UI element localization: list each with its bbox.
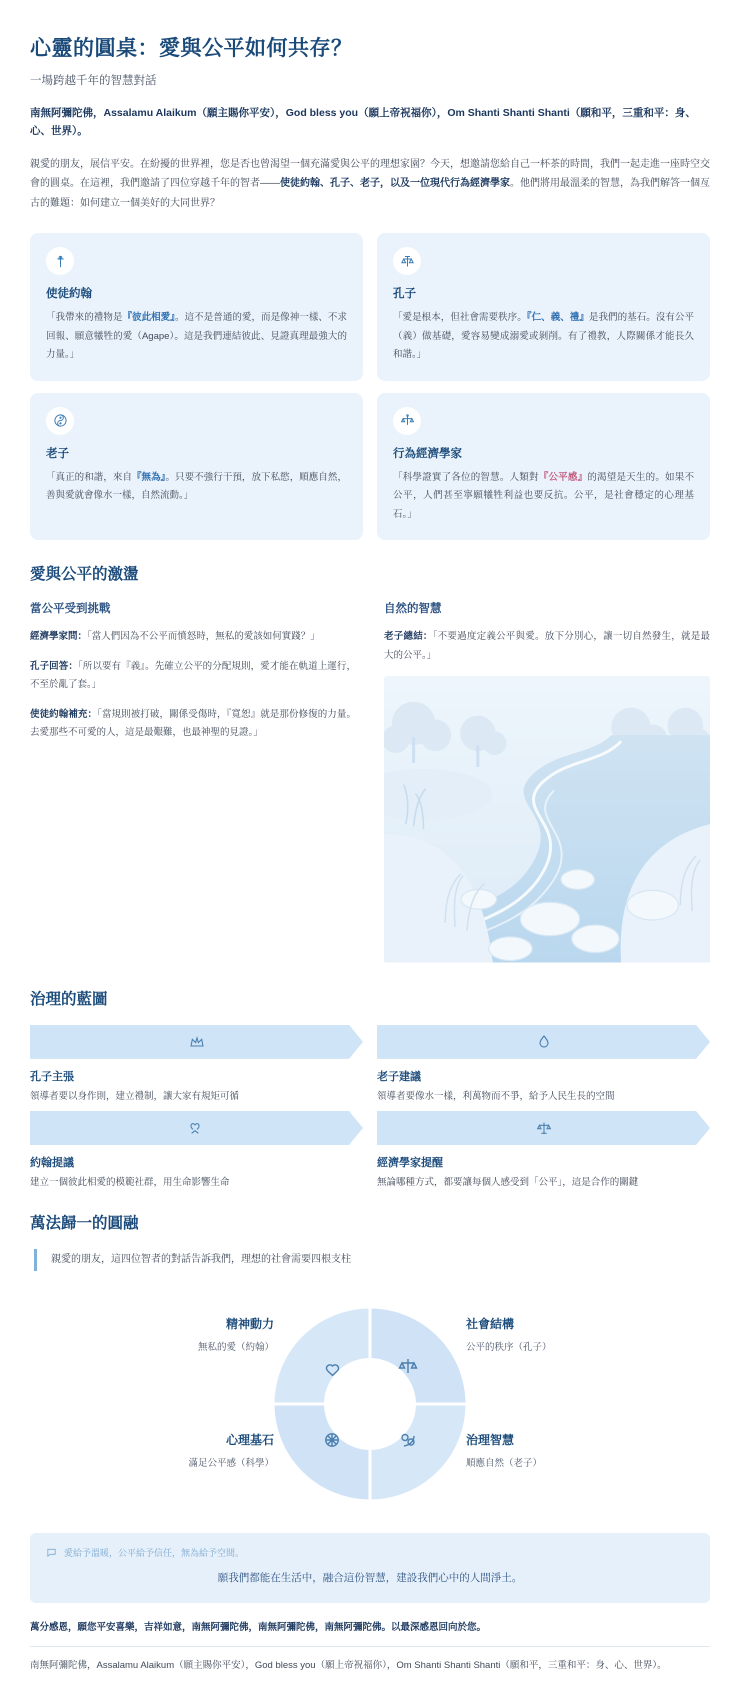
- intro-paragraph: [30, 155, 710, 214]
- blueprint-desc: 領導者要以身作則，建立禮制，讓大家有規矩可循: [30, 1090, 240, 1102]
- sage-card-grid: [30, 233, 710, 540]
- intro-prefix: 親愛的朋友，展信平安。在紛擾的世界裡，您是否也曾渴望一個充滿愛與公平的理想家園？今天，想邀請您給自己一杯茶的時間，我們一起走進一座時空交會的圓桌。在這裡，我們邀請了四位穿越千年的智者——: [30, 158, 710, 190]
- pillar-subtitle: 順應自然（老子）: [466, 1458, 543, 1470]
- quote-part: 是我們的基石。沒有公平（義）做基礎，愛容易變成溺愛或剝削。有了禮教，人際關係才能長久和諧。」: [393, 312, 694, 361]
- pillars-diagram: [30, 1289, 710, 1519]
- dialogue-speaker: 經濟學家問：: [30, 631, 88, 643]
- dialogue-speaker: 使徒約翰補充：: [30, 708, 98, 720]
- blueprint-title: 老子建議: [377, 1070, 421, 1083]
- pillar-title: 心理基石: [225, 1433, 274, 1448]
- quote-highlight: 『仁、義、禮』: [526, 312, 589, 324]
- pillar-title: 治理智慧: [466, 1433, 515, 1448]
- quote-part: 「真正的和諧，來自: [46, 471, 132, 483]
- dialogue-speaker: 老子總結：: [384, 631, 433, 643]
- intro-suffix: 。他們將用最溫柔的智慧，為我們解答一個亙古的難題：如何建立一個美好的大同世界？: [30, 178, 710, 209]
- blueprint-item: [377, 1111, 710, 1191]
- dialogue-left-column: [30, 600, 356, 963]
- closing-main-text: 願我們都能在生活中，融合這份智慧，建設我們心中的人間淨土。: [217, 1572, 523, 1585]
- closing-tagline: 愛給予溫暖，公平給予信任，無為給予空間。: [64, 1548, 245, 1559]
- quote-part: 「愛是根本，但社會需要秩序。: [393, 312, 527, 324]
- intro-bold: 使徒約翰、孔子、老子，以及一位現代行為經濟學家: [280, 178, 510, 190]
- dialogue-text: 「不要過度定義公平與愛。放下分別心，讓一切自然發生，就是最大的公平。」: [384, 631, 710, 661]
- pillar-subtitle: 滿足公平感（科學）: [188, 1458, 274, 1470]
- arrow-band: [30, 1111, 363, 1145]
- dialogue-text: 「當規則被打破，關係受傷時，『寬恕』就是那份修復的力量。去愛那些不可愛的人，這是最艱難，也最神聖的見證。」: [30, 708, 356, 739]
- page-subtitle: 一場跨越千年的智慧對話: [30, 75, 157, 87]
- blueprint-desc: 建立一個彼此相愛的模範社群，用生命影響生命: [30, 1177, 230, 1188]
- arrow-band: [377, 1025, 710, 1059]
- pillar-label-br: [466, 1431, 646, 1469]
- dialogue-speaker: 孔子回答：: [30, 660, 78, 672]
- sage-name: 老子: [46, 447, 69, 460]
- cross-icon: [46, 247, 74, 275]
- quote-highlight: 『公平感』: [538, 471, 588, 483]
- quote-part: 「我帶來的禮物是: [46, 312, 123, 324]
- sage-quote: [46, 309, 347, 365]
- yin-yang-icon: [46, 407, 74, 435]
- blueprint-desc: 領導者要像水一樣，利萬物而不爭，給予人民生長的空間: [377, 1090, 615, 1102]
- blueprint-item: [30, 1111, 363, 1191]
- section-title-blueprint: 治理的藍圖: [30, 990, 108, 1008]
- blueprint-item: [30, 1025, 363, 1105]
- page-title: 心靈的圓桌：愛與公平如何共存？: [30, 37, 353, 60]
- sage-quote: [393, 469, 694, 525]
- quote-part: 。這不是普通的愛，而是像神一樣、不求回報、願意犧牲的愛（Agape）。這是我們連結彼此、見證真理最強大的力量。」: [46, 312, 347, 361]
- blueprint-title: 經濟學家提醒: [377, 1157, 443, 1169]
- water-drop-icon: [536, 1034, 552, 1050]
- blueprint-grid: [30, 1025, 710, 1191]
- quote-highlight: 『彼此相愛』: [122, 312, 176, 324]
- quote-highlight: 『無為』: [132, 471, 166, 483]
- closing-tagline-row: [46, 1546, 694, 1559]
- pillar-label-tl: [94, 1315, 274, 1353]
- subsection-title: 當公平受到挑戰: [30, 603, 111, 616]
- final-signature: 南無阿彌陀佛，Assalamu Alaikum（願主賜你平安），God bless you（願上帝祝福你），Om Shanti Shanti Shanti（願和平，三重和平：身、心、世界）。: [30, 1660, 667, 1672]
- pillars-note: 親愛的朋友，這四位智者的對話告訴我們，理想的社會需要四根支柱: [34, 1249, 710, 1271]
- divider: [30, 1646, 710, 1647]
- chat-bubble-icon: [46, 1547, 57, 1558]
- sage-quote: [393, 309, 694, 365]
- balance-scale-icon: [393, 407, 421, 435]
- blueprint-title: 孔子主張: [30, 1070, 74, 1083]
- dialogue-line: [384, 628, 710, 665]
- section-title-pillars: 萬法歸一的圓融: [30, 1215, 139, 1233]
- sage-card: [30, 393, 363, 541]
- sage-card: [377, 233, 710, 381]
- blueprint-desc: 無論哪種方式，都要讓每個人感受到「公平」，這是合作的關鍵: [377, 1177, 639, 1188]
- sage-card: [30, 233, 363, 381]
- pillar-label-bl: [94, 1431, 274, 1469]
- quote-part: 「科學證實了各位的智慧。人類對: [393, 471, 539, 483]
- dialogue-line: [30, 628, 356, 647]
- pillar-title: 精神動力: [225, 1317, 274, 1332]
- subsection-title: 自然的智慧: [384, 603, 442, 616]
- sage-name: 使徒約翰: [46, 288, 92, 301]
- dialogue-text: 「當人們因為不公平而憤怒時，無私的愛該如何實踐？」: [87, 631, 320, 643]
- pillar-subtitle: 公平的秩序（孔子）: [466, 1342, 552, 1354]
- sage-name: 行為經濟學家: [393, 447, 462, 460]
- handshake-heart-icon: [189, 1120, 205, 1136]
- section-title-dialogue: 愛與公平的激盪: [30, 566, 139, 584]
- final-blessing: 萬分感恩，願您平安喜樂，吉祥如意，南無阿彌陀佛，南無阿彌陀佛，南無阿彌陀佛。以最深感恩回向於您。: [30, 1622, 487, 1634]
- quote-part: 的渴望是天生的。如果不公平，人們甚至寧願犧牲利益也要反抗。公平，是社會穩定的心理基石。」: [393, 471, 694, 520]
- closing-box: [30, 1533, 710, 1603]
- blueprint-title: 約翰提議: [30, 1157, 74, 1169]
- sage-card: [377, 393, 710, 541]
- arrow-band: [30, 1025, 363, 1059]
- pillar-title: 社會結構: [466, 1317, 515, 1332]
- scales-icon: [536, 1120, 552, 1136]
- dialogue-text: 「所以要有『義』。先確立公平的分配規則，愛才能在軌道上運行，不至於亂了套。」: [30, 660, 356, 691]
- sage-quote: [46, 469, 347, 506]
- pillar-label-tr: [466, 1315, 646, 1353]
- dialogue-right-column: [384, 600, 710, 963]
- pillar-subtitle: 無私的愛（約翰）: [197, 1342, 274, 1354]
- dialogue-line: [30, 706, 356, 743]
- blueprint-item: [377, 1025, 710, 1105]
- sage-name: 孔子: [393, 288, 416, 301]
- quote-part: 。只要不強行干預，放下私慾，順應自然，善與愛就會像水一樣，自然流動。」: [46, 471, 347, 502]
- crown-icon: [189, 1034, 205, 1050]
- river-illustration: [384, 676, 710, 962]
- arrow-band: [377, 1111, 710, 1145]
- multifaith-greeting: 南無阿彌陀佛，Assalamu Alaikum（願主賜你平安），God bless you（願上帝祝福你），Om Shanti Shanti Shanti（願和平，三重和平：身、心、世界）。: [30, 107, 696, 138]
- dialogue-line: [30, 658, 356, 695]
- dialogue-columns: [30, 600, 710, 963]
- scale-balance-icon: [393, 247, 421, 275]
- donut-chart: [255, 1289, 485, 1519]
